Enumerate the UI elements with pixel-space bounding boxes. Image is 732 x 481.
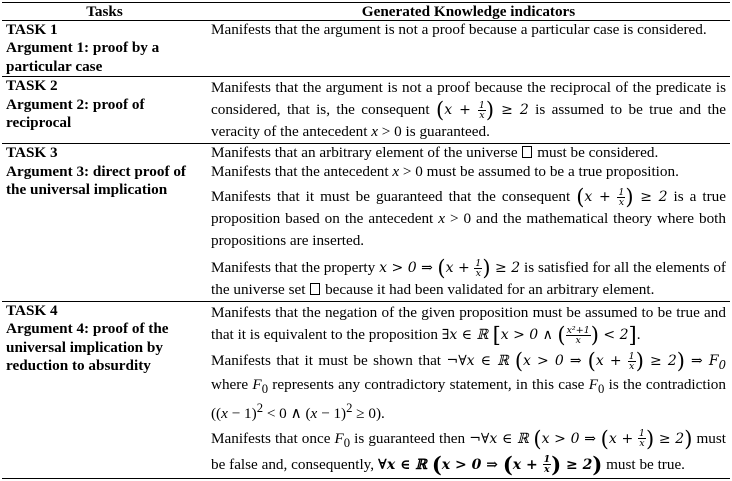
task-argument: Argument 2: proof of reciprocal	[6, 95, 145, 132]
task-row-1	[2, 21, 730, 77]
indicator-cell-2	[207, 77, 730, 144]
task-cell-2	[2, 77, 207, 144]
indicator-text: Manifests that the argument is not a proof because a particular case is considered.	[211, 21, 707, 38]
task-title: TASK 2	[6, 77, 58, 95]
task-row-2	[2, 77, 730, 144]
task-row-4	[2, 302, 730, 479]
indicator-cell-1	[207, 21, 730, 77]
task-cell-1	[2, 21, 207, 77]
indicator-cell-4	[207, 302, 730, 479]
indicator-text: Manifests that once $F_0$ is guaranteed then ¬∀x ∈ ℝ (x > 0 ⇒ (x + $\frac{1}{x}$ ) ≥ 2) must be false and, consequently, ∀x ∈ ℝ (x > 0 ⇒ (x + $\frac{1}{x}$ ) ≥ 2) must be true.	[211, 426, 726, 477]
task-cell-3	[2, 144, 207, 302]
task-argument: Argument 3: direct proof of the universal implication	[6, 162, 186, 199]
task-title: TASK 3	[6, 144, 58, 162]
indicator-text: Manifests that the argument is not a proof because the reciprocal of the predicate is considered, that is, the consequent (x + $\frac{1}{x}$ ) ≥ 2 is assumed to be true and the veracity of the antecedent x > 0 is guaranteed.	[211, 79, 726, 141]
indicator-text: Manifests that an arbitrary element of the universe must be considered.	[211, 144, 659, 162]
task-argument: Argument 1: proof by a particular case	[6, 39, 160, 75]
universe-box-icon	[310, 283, 320, 295]
knowledge-indicators-table	[2, 2, 730, 479]
indicator-text: Manifests that the property x > 0 ⇒ (x + $\frac{1}{x}$ ) ≥ 2 is satisfied for all the elements of the universe set because it had been validated for an arbitrary element.	[211, 256, 726, 299]
task-argument: Argument 4: proof of the universal implication by reduction to absurdity	[6, 320, 169, 375]
task-title: TASK 4	[6, 302, 58, 320]
task-row-3	[2, 144, 730, 302]
table-header-row	[2, 3, 730, 21]
universe-box-icon	[522, 146, 532, 158]
task-title: TASK 1	[6, 21, 58, 38]
indicator-text: Manifests that the antecedent x > 0 must be assumed to be a true proposition.	[211, 162, 679, 180]
task-cell-4	[2, 302, 207, 479]
indicator-cell-3	[207, 144, 730, 302]
indicator-text: Manifests that it must be shown that ¬∀x ∈ ℝ (x > 0 ⇒ (x + $\frac{1}{x}$ ) ≥ 2) ⇒ $F_0$ where $F_0$ represents any contradictory statement, in this case $F_0$ is the contradiction ($(x - 1)^2 < 0$ ∧ $(x - 1)^2 \ge 0$).	[211, 349, 726, 422]
indicator-text: Manifests that the negation of the given proposition must be assumed to be true and that it is equivalent to the proposition ∃x ∈ ℝ [x > 0 ∧ ( $\frac{\text{x²+1}}{x}$ ) < 2].	[211, 304, 726, 348]
indicator-text: Manifests that it must be guaranteed that the consequent (x + $\frac{1}{x}$ ) ≥ 2 is a true proposition based on the antecedent x > 0 and the mathematical theory where both propositions are inserted.	[211, 185, 727, 250]
header-indicators: Generated Knowledge indicators	[207, 3, 730, 21]
header-tasks: Tasks	[2, 3, 207, 21]
